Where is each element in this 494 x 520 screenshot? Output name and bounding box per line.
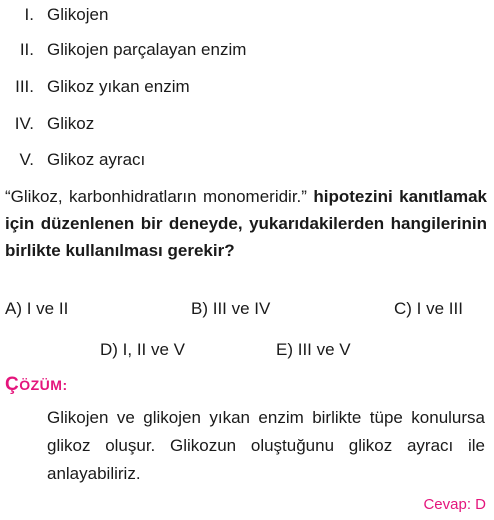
option-c: C) I ve III: [394, 299, 463, 318]
list-numeral: I.: [24, 5, 34, 24]
solution-text: Glikojen ve glikojen yıkan enzim birlikte tüpe konulursa glikoz oluşur. Glikozun oluştuğunu glikoz ayracı ile anlayabiliriz.: [47, 408, 485, 483]
list-item-text: Glikoz yıkan enzim: [47, 77, 190, 96]
question-bold-text: hipotezini kanıtlamak için düzenlenen bir deneyde, yukarıdakilerden hangilerinin birlikte kullanılması gerekir?: [5, 187, 487, 260]
option-e: E) III ve V: [276, 340, 351, 359]
solution-heading: [5, 373, 68, 397]
list-numeral: IV.: [14, 114, 34, 133]
option-a: A) I ve II: [5, 299, 69, 318]
answer-label: Cevap: D: [423, 496, 486, 513]
list-numeral: II.: [19, 40, 34, 59]
option-d: D) I, II ve V: [100, 340, 186, 359]
solution-heading-rest: ÖZÜM:: [19, 377, 68, 393]
list-item-text: Glikojen: [47, 5, 109, 24]
option-b: B) III ve IV: [191, 299, 271, 318]
question-stem: [5, 183, 487, 264]
list-numeral: III.: [15, 77, 34, 96]
list-item-text: Glikojen parçalayan enzim: [47, 40, 247, 59]
list-item-text: Glikoz: [47, 114, 95, 133]
list-item-text: Glikoz ayracı: [47, 150, 146, 169]
list-numeral: V.: [19, 150, 34, 169]
question-quote: “Glikoz, karbonhidratların monomeridir.”: [5, 187, 307, 206]
solution-heading-initial: Ç: [5, 374, 20, 395]
